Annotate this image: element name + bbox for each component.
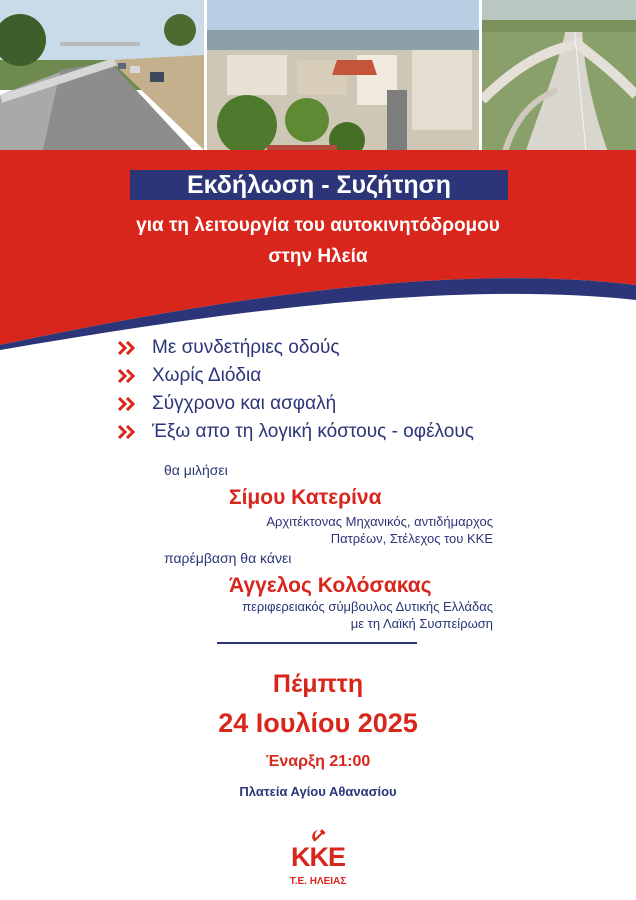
demands-list	[118, 334, 598, 446]
logo-wordmark: ΚΚΕ	[290, 842, 345, 872]
list-item	[118, 418, 598, 446]
highway-photo-left	[0, 0, 204, 163]
list-item	[118, 334, 598, 362]
town-aerial-photo	[207, 0, 479, 163]
motorway-interchange-photo	[482, 0, 636, 163]
main-speaker-desc-line2: Πατρέων, Στέλεχος του ΚΚΕ	[330, 531, 493, 546]
event-start-time: Έναρξη 21:00	[265, 753, 371, 770]
event-place: Πλατεία Αγίου Αθανασίου	[239, 784, 397, 799]
bullet-text: Με συνδετήριες οδούς	[152, 337, 340, 358]
double-chevron-icon	[118, 397, 140, 411]
event-title: Εκδήλωση - Συζήτηση	[130, 170, 508, 200]
event-subtitle-line1: για τη λειτουργία του αυτοκινητόδρομου	[136, 215, 500, 236]
event-subtitle-line2: στην Ηλεία	[268, 246, 368, 267]
bullet-text: Έξω απο τη λογική κόστους - οφέλους	[152, 421, 474, 442]
list-item	[118, 390, 598, 418]
double-chevron-icon	[118, 341, 140, 355]
bullet-text: Χωρίς Διόδια	[152, 365, 262, 386]
main-speaker-desc-line1: Αρχιτέκτονας Μηχανικός, αντιδήμαρχος	[266, 514, 493, 529]
second-speaker-name: Άγγελος Κολόσακας	[229, 574, 432, 597]
list-item	[118, 362, 598, 390]
main-speaker-name: Σίμου Κατερίνα	[229, 486, 382, 509]
second-speaker-desc-line2: με τη Λαϊκή Συσπείρωση	[350, 616, 493, 631]
logo-subtitle: Τ.Ε. ΗΛΕΙΑΣ	[289, 876, 347, 887]
event-day: Πέμπτη	[272, 670, 364, 698]
event-date: 24 Ιουλίου 2025	[218, 708, 418, 738]
bullet-text: Σύγχρονο και ασφαλή	[152, 393, 337, 414]
second-speaker-desc-line1: περιφερειακός σύμβουλος Δυτικής Ελλάδας	[242, 599, 493, 614]
speaker-intro: θα μιλήσει	[164, 462, 228, 478]
kke-logo	[282, 828, 354, 892]
double-chevron-icon	[118, 369, 140, 383]
double-chevron-icon	[118, 425, 140, 439]
second-speaker-intro: παρέμβαση θα κάνει	[164, 550, 292, 566]
divider	[217, 642, 417, 644]
